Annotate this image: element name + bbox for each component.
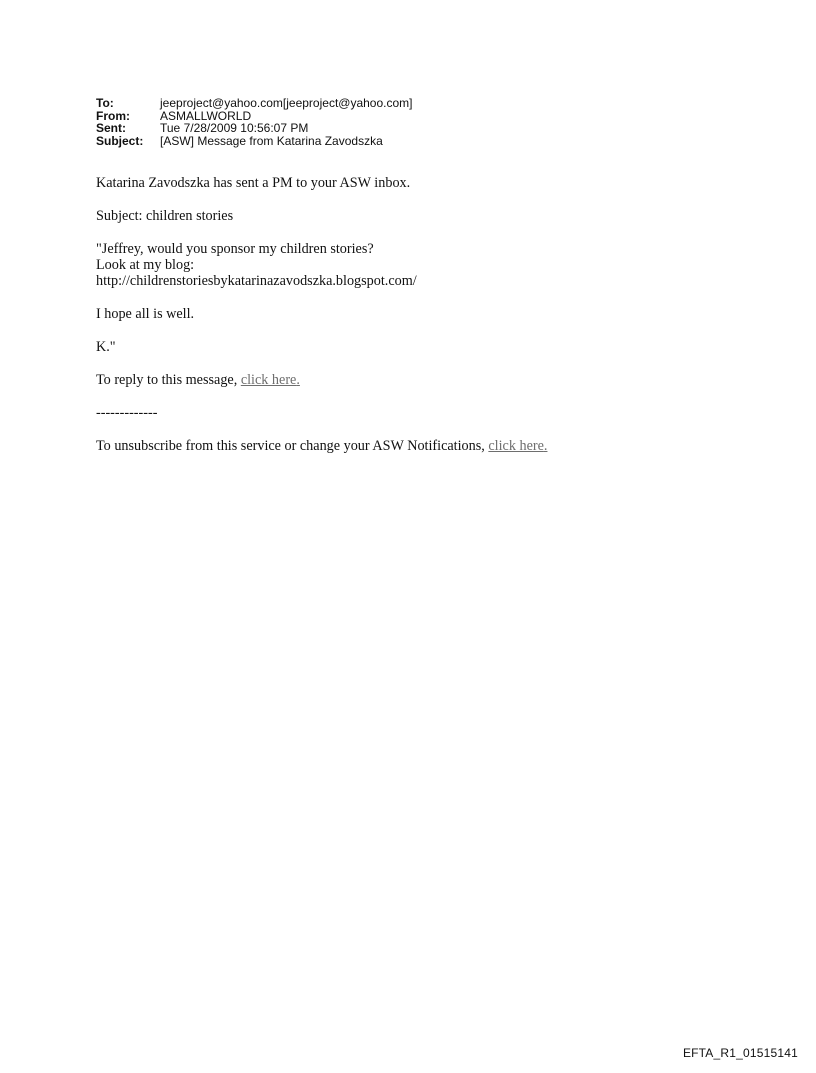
signoff-text: K." xyxy=(96,339,116,355)
pm-subject-text: Subject: children stories xyxy=(96,208,234,224)
unsubscribe-line xyxy=(96,438,736,454)
reply-text: To reply to this message, xyxy=(96,372,241,388)
reply-line xyxy=(96,372,736,388)
subject-label: Subject: xyxy=(96,133,144,148)
message-line: Look at my blog: xyxy=(96,257,195,273)
sent-label: Sent: xyxy=(96,121,126,135)
to-value: jeeproject@yahoo.com[jeeproject@yahoo.com] xyxy=(160,96,413,110)
message-line: "Jeffrey, would you sponsor my children stories? xyxy=(96,241,374,257)
sent-value: Tue 7/28/2009 10:56:07 PM xyxy=(160,121,309,135)
from-label: From: xyxy=(96,108,130,123)
from-value: ASMALLWORLD xyxy=(160,108,252,123)
to-label: To: xyxy=(96,96,114,110)
email-body xyxy=(96,175,736,454)
wellwish-text: I hope all is well. xyxy=(96,306,195,322)
header-row-subject xyxy=(96,135,413,148)
header-row-to xyxy=(96,97,413,110)
header-row-sent xyxy=(96,122,413,135)
blog-url: http://childrenstoriesbykatarinazavodszka.blogspot.com/ xyxy=(96,273,417,289)
reply-end: . xyxy=(296,372,300,388)
pm-message xyxy=(96,241,736,289)
unsubscribe-link[interactable]: click here xyxy=(488,438,544,454)
separator-line: ------------- xyxy=(96,405,158,421)
unsubscribe-text: To unsubscribe from this service or change your ASW Notifications, xyxy=(96,438,489,454)
unsubscribe-end: . xyxy=(543,438,548,454)
document-id: EFTA_R1_01515141 xyxy=(682,1046,798,1060)
intro-text: Katarina Zavodszka has sent a PM to your ASW inbox. xyxy=(96,175,411,191)
subject-value: [ASW] Message from Katarina Zavodszka xyxy=(160,133,383,148)
reply-link[interactable]: click here xyxy=(240,372,297,388)
email-header xyxy=(96,97,413,147)
